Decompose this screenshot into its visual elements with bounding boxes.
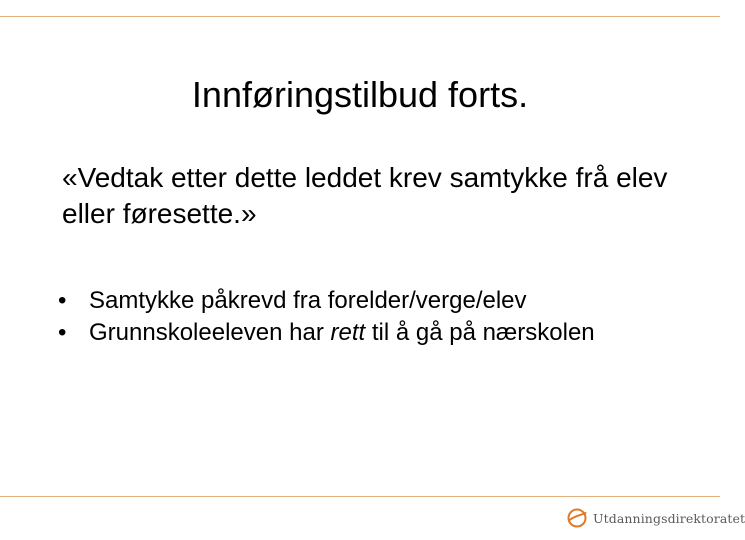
bullet-item [58,287,678,315]
bullet-list [58,287,678,351]
udir-logo [566,504,745,532]
bullet-text: Grunnskoleeleven har [89,319,331,346]
quote-text: «Vedtak etter dette leddet krev samtykke frå elev eller føresette.» [62,162,668,229]
bullet-dot: • [58,319,67,346]
bullet-item [58,319,678,347]
bullet-dot: • [58,287,67,314]
top-divider [0,16,720,17]
slide-title: Innføringstilbud forts. [191,74,529,115]
utdanningsdirektoratet-logo-icon [566,507,588,529]
bullet-text: Samtykke påkrevd fra forelder/verge/elev [89,287,527,314]
bullet-emphasis: rett [330,319,366,346]
bullet-text-cont: til å gå på nærskolen [365,319,595,346]
logo-wordmark: Utdanningsdirektoratet [593,510,745,526]
bottom-divider [0,496,720,497]
